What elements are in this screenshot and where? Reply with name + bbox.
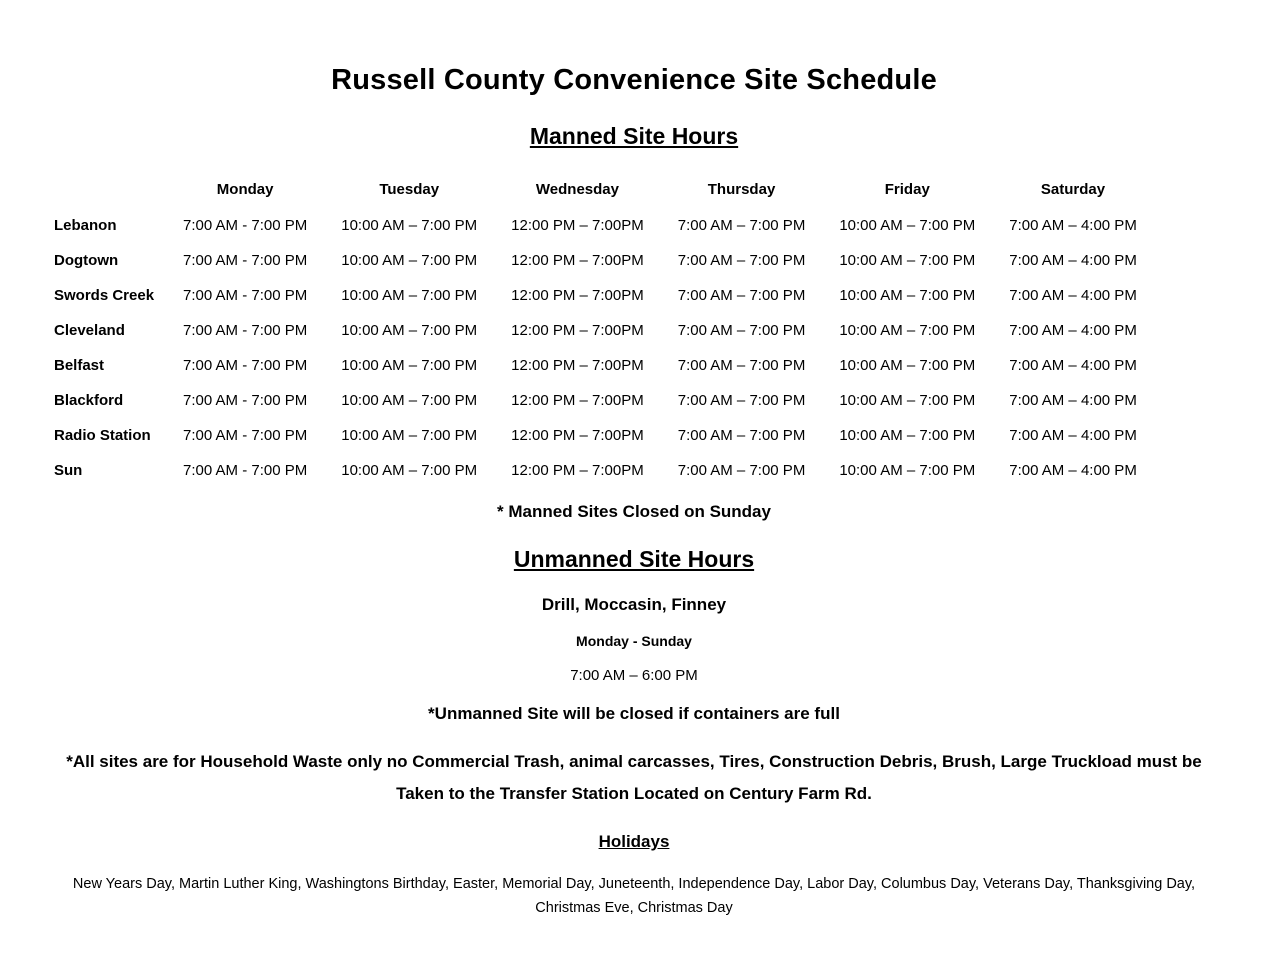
site-name: Dogtown [54,252,119,269]
hours-cell: 12:00 PM – 7:00PM [511,462,644,479]
site-name: Cleveland [54,322,125,339]
hours-cell: 7:00 AM – 7:00 PM [677,357,806,374]
site-name: Lebanon [54,217,117,234]
table-row [48,348,1154,383]
hours-cell: 12:00 PM – 7:00PM [511,252,644,269]
hours-cell: 7:00 AM – 4:00 PM [1009,287,1137,304]
unmanned-days: Monday - Sunday [576,633,692,649]
table-row [48,383,1154,418]
hours-cell: 10:00 AM – 7:00 PM [839,462,976,479]
site-name: Swords Creek [54,287,155,304]
hours-cell: 7:00 AM - 7:00 PM [183,252,308,269]
schedule-table-header [48,172,1154,208]
hours-cell: 10:00 AM – 7:00 PM [341,287,478,304]
hours-cell: 10:00 AM – 7:00 PM [839,217,976,234]
hours-cell: 10:00 AM – 7:00 PM [341,392,478,409]
unmanned-hours: 7:00 AM – 6:00 PM [570,667,698,684]
household-waste-notice: *All sites are for Household Waste only no Commercial Trash, animal carcasses, Tires, Construction Debris, Brush, Large Truckload must be Taken to the Transfer Station Located on Century Farm Rd. [66,752,1202,803]
column-header-tuesday: Tuesday [379,181,440,198]
manned-site-hours-heading: Manned Site Hours [529,123,739,149]
hours-cell: 7:00 AM – 4:00 PM [1009,392,1137,409]
hours-cell: 10:00 AM – 7:00 PM [839,357,976,374]
hours-cell: 7:00 AM – 7:00 PM [677,252,806,269]
site-column-spacer [48,172,166,208]
hours-cell: 12:00 PM – 7:00PM [511,357,644,374]
hours-cell: 7:00 AM – 7:00 PM [677,217,806,234]
hours-cell: 7:00 AM - 7:00 PM [183,462,308,479]
manned-schedule-table [48,172,1154,488]
hours-cell: 7:00 AM – 4:00 PM [1009,357,1137,374]
hours-cell: 12:00 PM – 7:00PM [511,427,644,444]
holidays-heading: Holidays [598,832,670,851]
manned-closed-note: * Manned Sites Closed on Sunday [497,502,771,521]
hours-cell: 7:00 AM - 7:00 PM [183,392,308,409]
column-header-thursday: Thursday [707,181,776,198]
hours-cell: 10:00 AM – 7:00 PM [839,252,976,269]
hours-cell: 12:00 PM – 7:00PM [511,322,644,339]
schedule-table-body [48,208,1154,488]
column-header-wednesday: Wednesday [535,181,619,198]
hours-cell: 7:00 AM – 4:00 PM [1009,322,1137,339]
table-row [48,278,1154,313]
unmanned-site-hours-heading: Unmanned Site Hours [513,546,755,572]
hours-cell: 7:00 AM – 7:00 PM [677,322,806,339]
hours-cell: 10:00 AM – 7:00 PM [341,217,478,234]
hours-cell: 7:00 AM - 7:00 PM [183,217,308,234]
hours-cell: 7:00 AM – 4:00 PM [1009,252,1137,269]
unmanned-sites-list: Drill, Moccasin, Finney [541,595,727,614]
hours-cell: 7:00 AM – 4:00 PM [1009,462,1137,479]
hours-cell: 7:00 AM - 7:00 PM [183,322,308,339]
holidays-list: New Years Day, Martin Luther King, Washingtons Birthday, Easter, Memorial Day, Juneteenth, Independence Day, Labor Day, Columbus Day, Veterans Day, Thanksgiving Day, Christmas Eve, Christmas Day [72,876,1196,916]
site-name: Blackford [54,392,124,409]
hours-cell: 10:00 AM – 7:00 PM [839,392,976,409]
column-header-friday: Friday [884,181,930,198]
hours-cell: 7:00 AM - 7:00 PM [183,357,308,374]
table-row [48,418,1154,453]
site-name: Sun [54,462,83,479]
hours-cell: 10:00 AM – 7:00 PM [341,322,478,339]
hours-cell: 10:00 AM – 7:00 PM [341,252,478,269]
unmanned-containers-note: *Unmanned Site will be closed if containers are full [428,704,840,723]
header-row [48,172,1154,208]
hours-cell: 10:00 AM – 7:00 PM [341,357,478,374]
table-row [48,313,1154,348]
hours-cell: 10:00 AM – 7:00 PM [341,462,478,479]
column-header-saturday: Saturday [1040,181,1106,198]
hours-cell: 10:00 AM – 7:00 PM [341,427,478,444]
hours-cell: 7:00 AM – 4:00 PM [1009,217,1137,234]
site-name: Radio Station [54,427,151,444]
hours-cell: 7:00 AM – 4:00 PM [1009,427,1137,444]
hours-cell: 10:00 AM – 7:00 PM [839,427,976,444]
hours-cell: 7:00 AM – 7:00 PM [677,392,806,409]
hours-cell: 12:00 PM – 7:00PM [511,392,644,409]
hours-cell: 12:00 PM – 7:00PM [511,287,644,304]
hours-cell: 10:00 AM – 7:00 PM [839,322,976,339]
table-row [48,243,1154,278]
hours-cell: 10:00 AM – 7:00 PM [839,287,976,304]
hours-cell: 7:00 AM – 7:00 PM [677,287,806,304]
site-name: Belfast [54,357,105,374]
page-title: Russell County Convenience Site Schedule [331,64,937,96]
hours-cell: 7:00 AM - 7:00 PM [183,287,308,304]
hours-cell: 7:00 AM – 7:00 PM [677,462,806,479]
hours-cell: 7:00 AM - 7:00 PM [183,427,308,444]
column-header-monday: Monday [216,181,274,198]
table-row [48,208,1154,243]
hours-cell: 12:00 PM – 7:00PM [511,217,644,234]
hours-cell: 7:00 AM – 7:00 PM [677,427,806,444]
table-row [48,453,1154,488]
